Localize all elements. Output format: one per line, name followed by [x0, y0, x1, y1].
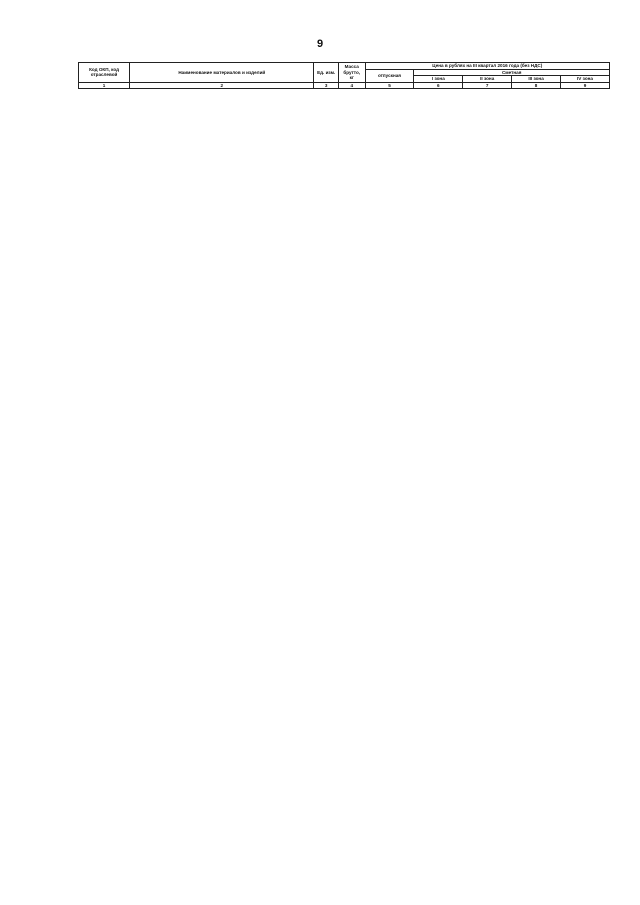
- header-zone-4: IV зона: [560, 76, 609, 83]
- col-number: 6: [414, 82, 463, 89]
- page-number: 9: [316, 38, 324, 50]
- col-number: 8: [512, 82, 561, 89]
- header-zone-3: III зона: [512, 76, 561, 83]
- header-zone-1: I зона: [414, 76, 463, 83]
- col-number: 3: [314, 82, 338, 89]
- header-gross: Масса брутто, кг: [338, 63, 365, 83]
- col-number: 7: [463, 82, 512, 89]
- header-zone-2: II зона: [463, 76, 512, 83]
- col-number: 4: [338, 82, 365, 89]
- header-price-title: Цена в рублях на III квартал 2016 года (без НДС): [365, 63, 609, 70]
- col-number: 1: [79, 82, 130, 89]
- col-number: 2: [130, 82, 314, 89]
- header-release: отпускная: [365, 69, 414, 82]
- col-number: 9: [560, 82, 609, 89]
- header-name: Наименование материалов и изделий: [130, 63, 314, 83]
- header-estimated: Сметная: [414, 69, 610, 76]
- col-number: 5: [365, 82, 414, 89]
- header-unit: Ед. изм.: [314, 63, 338, 83]
- price-table: [78, 62, 610, 89]
- column-number-row: [79, 82, 610, 89]
- header-code: Код ОКП, код отраслевой: [79, 63, 130, 83]
